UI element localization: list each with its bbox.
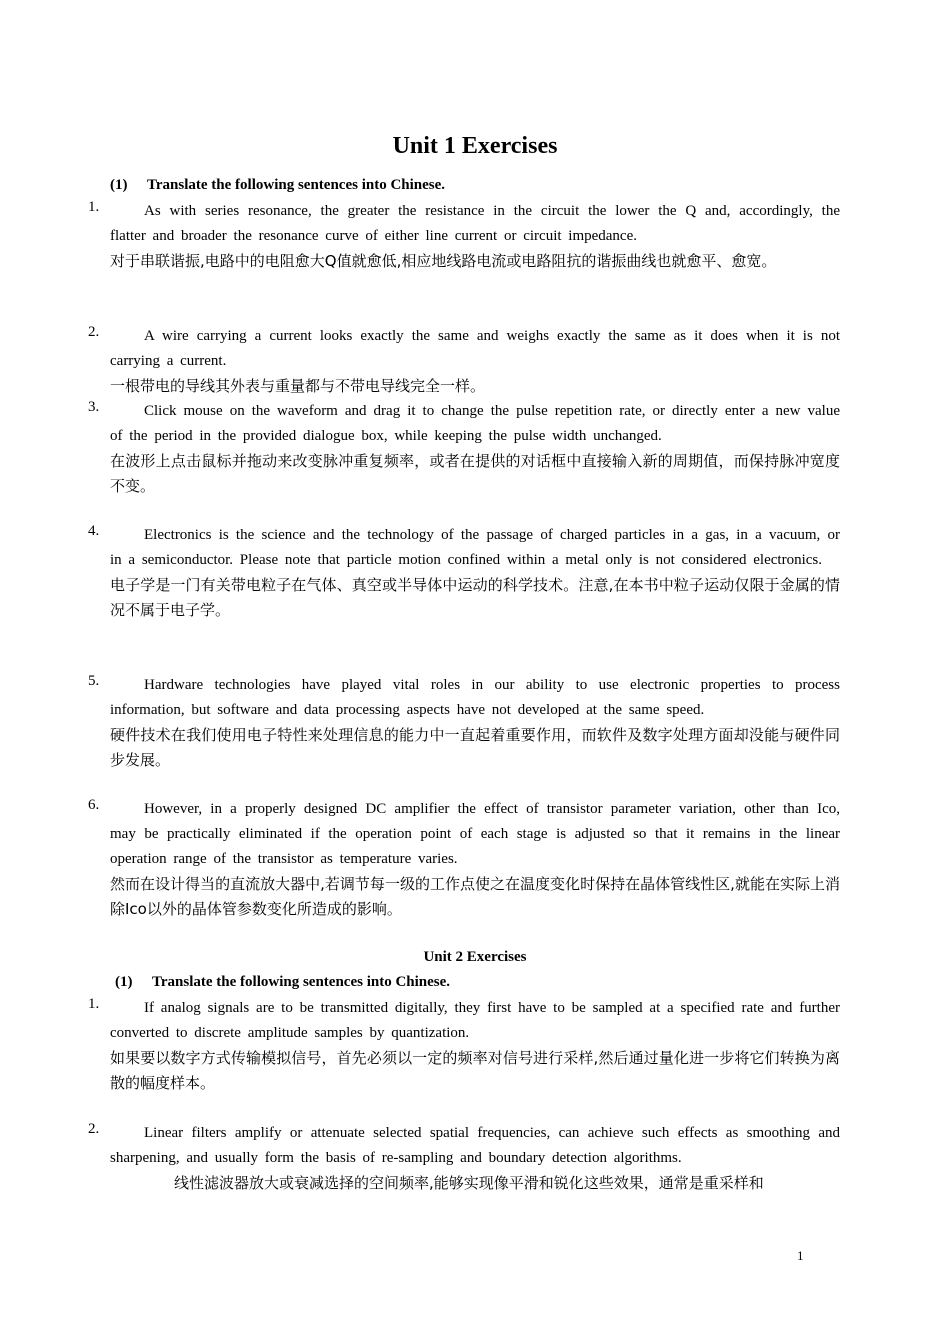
instruction-text: Translate the following sentences into Chinese. (147, 177, 446, 193)
chinese-translation: 对于串联谐振,电路中的电阻愈大Q值就愈低,相应地线路电流或电路阻抗的谐振曲线也就愈平、愈宽。 (110, 252, 777, 270)
chinese-translation: 电子学是一门有关带电粒子在气体、真空或半导体中运动的科学技术。注意,在本书中粒子运动仅限于金属的情况不属于电子学。 (110, 576, 840, 619)
unit2-title: Unit 2 Exercises (423, 949, 527, 965)
english-sentence: Electronics is the science and the technology of the passage of charged particles in a gas, in a vacuum, or in a semiconductor. Please note that particle motion confined within a metal only is not considered electronics. (110, 527, 840, 568)
exercise-item (88, 399, 840, 499)
chinese-translation: 在波形上点击鼠标并拖动来改变脉冲重复频率，或者在提供的对话框中直接输入新的周期值，而保持脉冲宽度不变。 (110, 452, 840, 495)
english-sentence: Hardware technologies have played vital roles in our ability to use electronic properties to process information, but software and data processing aspects have not developed at the same speed. (110, 677, 840, 718)
page-title: Unit 1 Exercises (392, 133, 558, 159)
unit1-instruction (110, 177, 850, 194)
instruction-number: (1) (115, 974, 133, 990)
item-number: 2. (88, 1121, 100, 1137)
item-number: 1. (88, 199, 100, 215)
chinese-translation: 如果要以数字方式传输模拟信号，首先必须以一定的频率对信号进行采样,然后通过量化进一步将它们转换为离散的幅度样本。 (110, 1049, 840, 1092)
english-sentence: Linear filters amplify or attenuate selected spatial frequencies, can achieve such effects as smoothing and sharpening, and usually form the basis of re-sampling and boundary detection algorithms. (110, 1125, 840, 1166)
item-number: 4. (88, 523, 100, 539)
item-number: 2. (88, 324, 100, 340)
instruction-number: (1) (110, 177, 128, 193)
item-number: 6. (88, 797, 100, 813)
english-sentence: However, in a properly designed DC amplifier the effect of transistor parameter variation, other than Ico, may be practically eliminated if the operation point of each stage is adjusted so that it remains in the linear operation range of the transistor as temperature varies. (110, 801, 840, 867)
exercise-item (88, 523, 840, 623)
exercise-item (88, 1121, 840, 1196)
unit2-instruction (115, 974, 855, 991)
exercise-item (88, 996, 840, 1096)
exercise-item (88, 673, 840, 773)
english-sentence: If analog signals are to be transmitted digitally, they first have to be sampled at a specified rate and further converted to discrete amplitude samples by quantization. (110, 1000, 840, 1041)
page-number: 1 (797, 1248, 804, 1263)
chinese-translation: 然而在设计得当的直流放大器中,若调节每一级的工作点使之在温度变化时保持在晶体管线性区,就能在实际上消除Ico以外的晶体管参数变化所造成的影响。 (110, 875, 840, 918)
english-sentence: As with series resonance, the greater the resistance in the circuit the lower the Q and, accordingly, the flatter and broader the resonance curve of either line current or circuit impedance. (110, 203, 840, 244)
english-sentence: Click mouse on the waveform and drag it to change the pulse repetition rate, or directly enter a new value of the period in the provided dialogue box, while keeping the pulse width unchanged. (110, 403, 840, 444)
chinese-translation: 一根带电的导线其外表与重量都与不带电导线完全一样。 (110, 377, 486, 395)
chinese-translation: 硬件技术在我们使用电子特性来处理信息的能力中一直起着重要作用，而软件及数字处理方面却没能与硬件同步发展。 (110, 726, 840, 769)
exercise-item (88, 324, 840, 399)
chinese-translation: 线性滤波器放大或衰减选择的空间频率,能够实现像平滑和锐化这些效果，通常是重采样和 (174, 1174, 764, 1192)
english-sentence: A wire carrying a current looks exactly the same and weighs exactly the same as it does when it is not carrying a current. (110, 328, 840, 369)
exercise-item (88, 797, 840, 922)
exercise-item (88, 199, 840, 274)
item-number: 5. (88, 673, 100, 689)
item-number: 1. (88, 996, 100, 1012)
item-number: 3. (88, 399, 100, 415)
instruction-text: Translate the following sentences into Chinese. (152, 974, 451, 990)
